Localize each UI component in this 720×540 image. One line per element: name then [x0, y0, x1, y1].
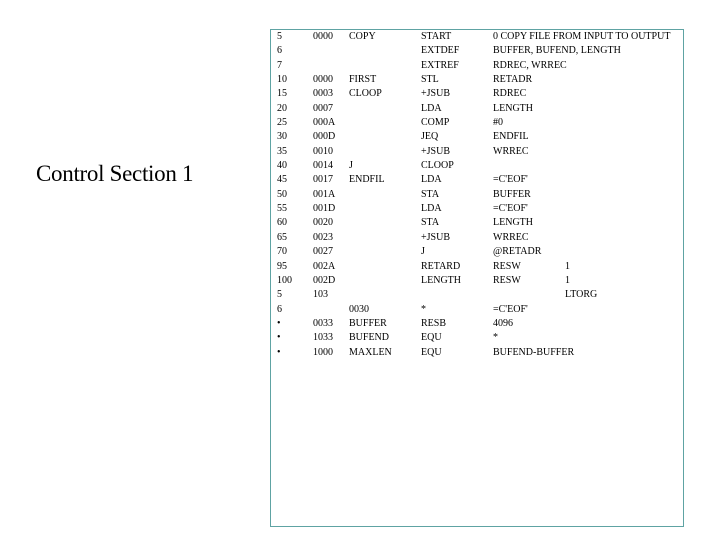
extra-cell [565, 202, 597, 216]
operand-cell: RESW [493, 260, 521, 272]
line-cell: 10 [277, 74, 287, 86]
label-cell [349, 260, 392, 274]
label-cell [349, 44, 392, 58]
opcode-cell: EQU [421, 332, 442, 344]
label-cell: MAXLEN [349, 346, 392, 358]
label-cell [349, 188, 392, 202]
extra-cell [565, 87, 597, 101]
loc-cell: 0000 [313, 31, 333, 42]
label-cell: CLOOP [349, 88, 382, 100]
opcode-cell: LDA [421, 203, 442, 215]
loc-cell: 0003 [313, 88, 333, 100]
label-cell [349, 231, 392, 245]
operand-cell: @RETADR [493, 246, 542, 258]
extra-operand-column [565, 30, 597, 360]
opcode-column [421, 30, 461, 360]
line-cell: 70 [277, 246, 287, 258]
extra-cell [565, 73, 597, 87]
opcode-cell: LDA [421, 174, 442, 186]
loc-cell: 1033 [313, 332, 333, 344]
opcode-cell: START [421, 31, 452, 42]
opcode-cell: EXTDEF [421, 45, 460, 57]
label-cell: J [349, 160, 353, 172]
operand-cell: RETADR [493, 74, 533, 86]
loc-cell: 0014 [313, 160, 333, 172]
operand-cell: BUFEND-BUFFER [493, 346, 575, 358]
extra-cell [565, 59, 597, 73]
label-cell [349, 116, 392, 130]
extra-cell [565, 346, 597, 360]
line-number-column [277, 30, 292, 360]
opcode-cell: STL [421, 74, 439, 86]
operand-cell: LENGTH [493, 102, 533, 114]
operand-cell: BUFFER, BUFEND, LENGTH [493, 45, 621, 57]
line-cell: 60 [277, 217, 287, 229]
extra-cell [565, 102, 597, 116]
loc-cell: 103 [313, 289, 328, 301]
loc-cell: 0007 [313, 102, 333, 114]
line-cell: 65 [277, 231, 287, 243]
label-cell: 0030 [349, 303, 369, 315]
extra-cell [565, 245, 597, 259]
operand-cell: RDREC [493, 88, 527, 100]
opcode-cell: J [421, 246, 425, 258]
extra-cell [565, 30, 597, 44]
line-cell: 7 [277, 59, 282, 71]
line-cell: 5 [277, 289, 282, 301]
loc-cell: 000D [313, 131, 336, 143]
opcode-cell: EXTREF [421, 59, 459, 71]
line-cell: • [277, 317, 281, 329]
opcode-cell: +JSUB [421, 231, 450, 243]
opcode-cell: JEQ [421, 131, 439, 143]
loc-cell: 001A [313, 188, 336, 200]
label-cell: COPY [349, 31, 376, 42]
operand-cell: 0 COPY FILE FROM INPUT TO OUTPUT [493, 31, 671, 42]
loc-cell: 001D [313, 203, 336, 215]
operand-cell: * [493, 332, 498, 344]
location-column [313, 30, 335, 360]
line-cell: 100 [277, 274, 292, 286]
operand-cell: ENDFIL [493, 131, 529, 143]
loc-cell: 0017 [313, 174, 333, 186]
loc-cell: 0023 [313, 231, 333, 243]
opcode-cell [421, 288, 461, 302]
extra-cell [565, 44, 597, 58]
operand-cell: LENGTH [493, 217, 533, 229]
loc-cell [313, 303, 335, 317]
opcode-cell: LDA [421, 102, 442, 114]
operand-cell: BUFFER [493, 188, 531, 200]
label-cell [349, 216, 392, 230]
loc-cell [313, 44, 335, 58]
opcode-cell: RETARD [421, 260, 461, 272]
operand-cell: =C'EOF' [493, 303, 528, 315]
label-cell [349, 59, 392, 73]
label-cell [349, 288, 392, 302]
opcode-cell: CLOOP [421, 160, 454, 172]
loc-cell: 0020 [313, 217, 333, 229]
line-cell: 45 [277, 174, 287, 186]
loc-cell: 000A [313, 117, 336, 129]
label-cell [349, 274, 392, 288]
line-cell: 50 [277, 188, 287, 200]
section-label: Control Section 1 [36, 161, 194, 186]
opcode-cell: +JSUB [421, 145, 450, 157]
line-cell: 6 [277, 303, 282, 315]
extra-cell: 1 [565, 260, 570, 272]
loc-cell: 0000 [313, 74, 333, 86]
line-cell: 35 [277, 145, 287, 157]
operand-cell: #0 [493, 117, 503, 129]
opcode-cell: STA [421, 217, 440, 229]
label-cell [349, 202, 392, 216]
operand-cell: =C'EOF' [493, 203, 528, 215]
loc-cell: 002D [313, 274, 336, 286]
extra-cell [565, 116, 597, 130]
label-cell [349, 245, 392, 259]
extra-cell: LTORG [565, 289, 598, 301]
extra-cell [565, 216, 597, 230]
label-cell [349, 145, 392, 159]
loc-cell: 0033 [313, 317, 333, 329]
opcode-cell: RESB [421, 317, 447, 329]
line-cell: 6 [277, 45, 282, 57]
operand-cell: WRREC [493, 145, 529, 157]
loc-cell: 0010 [313, 145, 333, 157]
opcode-cell: LENGTH [421, 274, 461, 286]
extra-cell [565, 159, 597, 173]
extra-cell [565, 303, 597, 317]
line-cell: • [277, 332, 281, 344]
extra-cell [565, 231, 597, 245]
operand-cell: RDREC, WRREC [493, 59, 567, 71]
operand-cell: 4096 [493, 317, 513, 329]
loc-cell: 1000 [313, 346, 333, 358]
label-cell [349, 130, 392, 144]
line-cell: 20 [277, 102, 287, 114]
line-cell: 25 [277, 117, 287, 129]
label-column [349, 30, 392, 360]
label-cell: BUFFER [349, 317, 387, 329]
extra-cell [565, 130, 597, 144]
line-cell: 30 [277, 131, 287, 143]
label-cell [349, 102, 392, 116]
line-cell: 15 [277, 88, 287, 100]
line-cell: 5 [277, 31, 282, 42]
extra-cell [565, 173, 597, 187]
label-cell: FIRST [349, 74, 377, 86]
extra-cell [565, 317, 597, 331]
opcode-cell: +JSUB [421, 88, 450, 100]
loc-cell: 0027 [313, 246, 333, 258]
loc-cell [313, 59, 335, 73]
opcode-cell: * [421, 303, 426, 315]
line-cell: 55 [277, 203, 287, 215]
opcode-cell: EQU [421, 346, 442, 358]
operand-cell: RESW [493, 274, 521, 286]
label-cell: BUFEND [349, 332, 390, 344]
operand-cell: =C'EOF' [493, 174, 528, 186]
line-cell: 95 [277, 260, 287, 272]
line-cell: 40 [277, 160, 287, 172]
line-cell: • [277, 346, 281, 358]
extra-cell [565, 188, 597, 202]
opcode-cell: COMP [421, 117, 450, 129]
extra-cell: 1 [565, 274, 570, 286]
extra-cell [565, 145, 597, 159]
operand-cell: WRREC [493, 231, 529, 243]
label-cell: ENDFIL [349, 174, 385, 186]
extra-cell [565, 331, 597, 345]
loc-cell: 002A [313, 260, 336, 272]
opcode-cell: STA [421, 188, 440, 200]
